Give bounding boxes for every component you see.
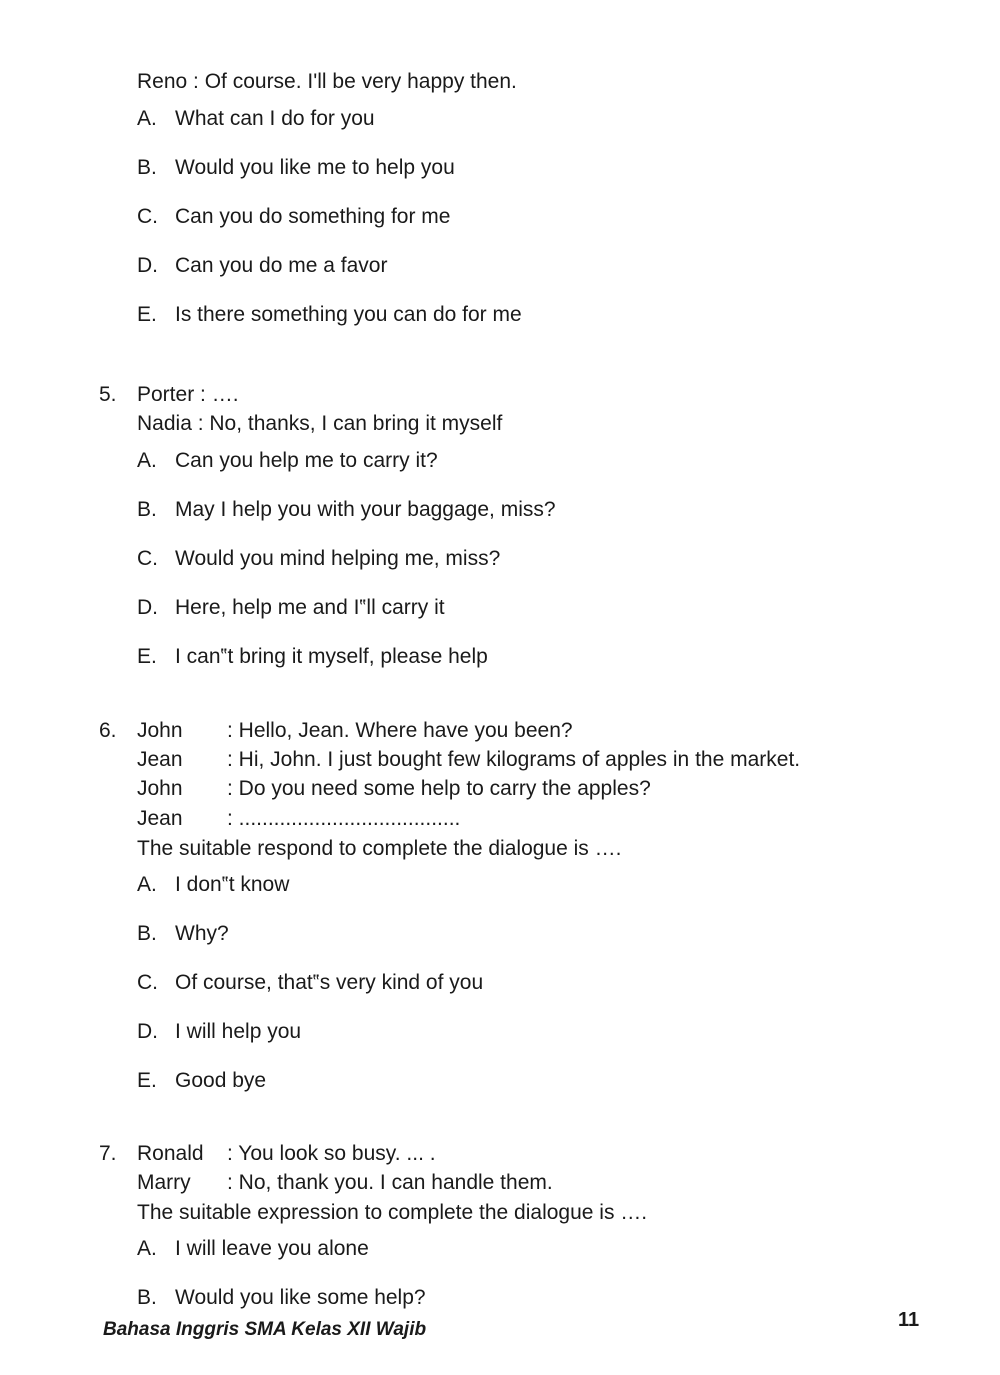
q6-speaker-4: Jean: [137, 807, 183, 830]
q6-option-a-letter: A.: [137, 873, 157, 896]
q7-option-b-letter: B.: [137, 1286, 157, 1309]
q7-option-a: I will leave you alone: [175, 1237, 369, 1260]
q4-option-d: Can you do me a favor: [175, 254, 388, 277]
q6-option-e: Good bye: [175, 1069, 267, 1092]
q6-question: The suitable respond to complete the dialogue is ….: [137, 837, 622, 860]
q5-option-d: Here, help me and I‟ll carry it: [175, 596, 445, 619]
q5-option-a-letter: A.: [137, 449, 157, 472]
q6-option-b-letter: B.: [137, 922, 157, 945]
q6-speaker-1: John: [137, 719, 183, 742]
q5-option-d-letter: D.: [137, 596, 158, 619]
q6-line-2: : Hi, John. I just bought few kilograms of apples in the market.: [227, 748, 801, 771]
q4-option-c: Can you do something for me: [175, 205, 451, 228]
q5-option-c: Would you mind helping me, miss?: [175, 547, 501, 570]
q5-option-e: I can‟t bring it myself, please help: [175, 645, 488, 668]
q4-option-c-letter: C.: [137, 205, 158, 228]
q6-speaker-2: Jean: [137, 748, 183, 771]
q6-option-d: I will help you: [175, 1020, 302, 1043]
q7-line-1: : You look so busy. ... .: [227, 1142, 436, 1165]
q6-line-3: : Do you need some help to carry the apples?: [227, 777, 651, 800]
q6-option-a: I don‟t know: [175, 873, 290, 896]
q5-option-c-letter: C.: [137, 547, 158, 570]
q5-number: 5.: [99, 383, 117, 406]
q4-option-b: Would you like me to help you: [175, 156, 455, 179]
q5-option-b-letter: B.: [137, 498, 157, 521]
q6-option-d-letter: D.: [137, 1020, 158, 1043]
q7-number: 7.: [99, 1142, 117, 1165]
q4-option-b-letter: B.: [137, 156, 157, 179]
q4-option-d-letter: D.: [137, 254, 158, 277]
q4-option-e: Is there something you can do for me: [175, 303, 522, 326]
q6-line-4: : ......................................: [227, 807, 461, 830]
q7-speaker-1: Ronald: [137, 1142, 204, 1165]
q6-option-e-letter: E.: [137, 1069, 157, 1092]
page-number: 11: [898, 1309, 920, 1331]
q5-line-2: Nadia : No, thanks, I can bring it myself: [137, 412, 503, 435]
q6-line-1: : Hello, Jean. Where have you been?: [227, 719, 573, 742]
q7-option-a-letter: A.: [137, 1237, 157, 1260]
q6-option-c: Of course, that‟s very kind of you: [175, 971, 484, 994]
q4-option-a-letter: A.: [137, 107, 157, 130]
q4-dialogue-line: Reno : Of course. I'll be very happy then.: [137, 70, 517, 93]
q6-speaker-3: John: [137, 777, 183, 800]
q7-speaker-2: Marry: [137, 1171, 191, 1194]
q7-question: The suitable expression to complete the dialogue is ….: [137, 1201, 648, 1224]
q6-option-b: Why?: [175, 922, 229, 945]
q7-option-b: Would you like some help?: [175, 1286, 426, 1309]
q6-option-c-letter: C.: [137, 971, 158, 994]
q5-line-1: Porter : ….: [137, 383, 239, 406]
q5-option-b: May I help you with your baggage, miss?: [175, 498, 556, 521]
q4-option-a: What can I do for you: [175, 107, 375, 130]
footer-book-title: Bahasa Inggris SMA Kelas XII Wajib: [103, 1319, 427, 1340]
q4-option-e-letter: E.: [137, 303, 157, 326]
q7-line-2: : No, thank you. I can handle them.: [227, 1171, 553, 1194]
q5-option-e-letter: E.: [137, 645, 157, 668]
q5-option-a: Can you help me to carry it?: [175, 449, 438, 472]
q6-number: 6.: [99, 719, 117, 742]
